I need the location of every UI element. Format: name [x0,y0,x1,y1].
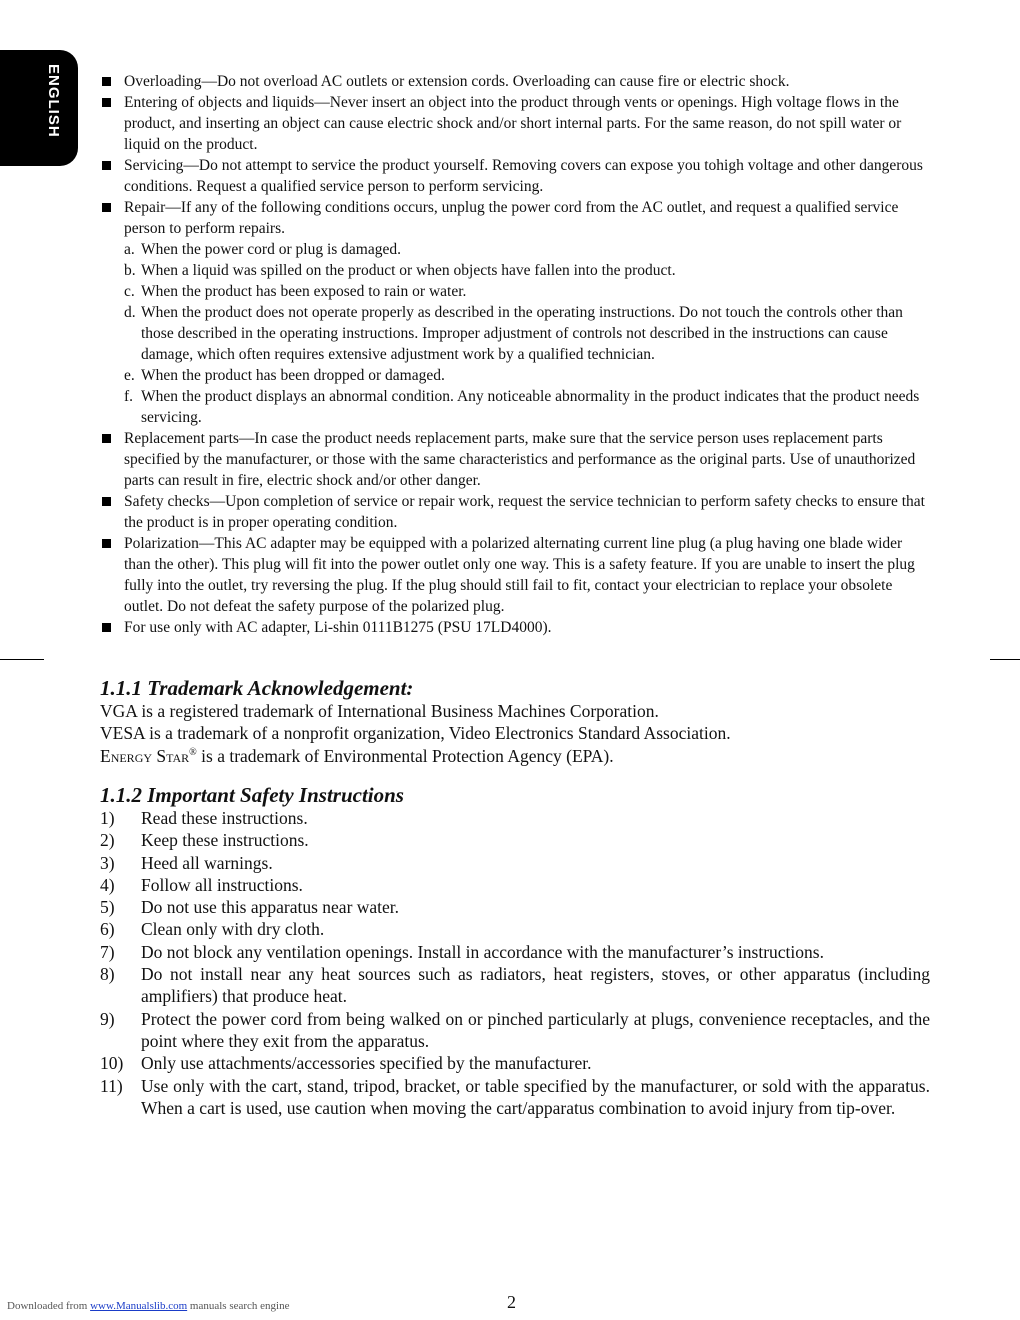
list-item: 1) Read these instructions. [100,808,308,828]
trademark-energy-star: Energy Star® is a trademark of Environmental Protection Agency (EPA). [100,745,614,766]
list-item: 2) Keep these instructions. [100,830,309,851]
square-bullet-icon [102,161,111,170]
list-item: 10) Only use attachments/accessories specified by the manufacturer. [100,1053,592,1074]
square-bullet-icon [102,539,111,548]
page-number: 2 [507,1292,516,1312]
list-item: e. When the product has been dropped or damaged. [124,367,445,384]
list-item: 5) Do not use this apparatus near water. [100,897,400,918]
list-item: c. When the product has been exposed to rain or water. [124,283,467,300]
list-item: Overloading—Do not overload AC outlets or extension cords. Overloading can cause fire or electric shock. [100,71,930,92]
square-bullet-icon [102,203,111,212]
square-bullet-icon [102,497,111,506]
margin-mark-right [990,659,1020,660]
list-item: Polarization—This AC adapter may be equipped with a polarized alternating current line plug (a plug having one blade wider than the other). This plug will fit into the power outlet only one way. This is a safety feature. If you are unable to insert the plug fully into the outlet, try reversing the plug. If the plug should still fail to fit, contact your electrician to replace your obsolete outlet. Do not defeat the safety purpose of the polarized plug. [100,533,930,617]
download-footer: Downloaded from www.Manualslib.com manuals search engine [7,1300,290,1312]
list-item: 8) Do not install near any heat sources such as radiators, heat registers, stoves, or other apparatus (including amplifiers) that produce heat. [100,964,930,1007]
list-item: 9) Protect the power cord from being walked on or pinched particularly at plugs, convenience receptacles, and the point where they exit from the apparatus. [100,1008,930,1051]
list-item: Entering of objects and liquids—Never insert an object into the product through vents or openings. High voltage flows in the product, and inserting an object can cause electric shock and/or short internal parts. For the same reason, do not spill water or liquid on the product. [100,92,930,155]
list-item: 3) Heed all warnings. [100,852,273,873]
square-bullet-icon [102,98,111,107]
repair-conditions-list [124,239,930,428]
safety-bullet-list [100,71,930,638]
manualslib-link[interactable]: www.Manualslib.com [90,1300,188,1312]
language-tab-label: ENGLISH [45,64,62,138]
list-item: b. When a liquid was spilled on the product or when objects have fallen into the product. [124,262,676,279]
list-item: Repair—If any of the following conditions occurs, unplug the power cord from the AC outlet, and request a qualified service person to perform repairs. a. When the power cord or plug is damaged. b. When a liquid was spilled on the product or when objects have fallen into the product. c. When the product has been exposed to rain or water. d. When the product does not operate properly as described in the operating instructions. Do not touch the controls other than those described in the operating instructions. Improper adjustment of controls not described in the instructions can cause damage, which often requires extensive adjustment work by a qualified technician. e. When the product has been dropped or damaged. f. When the product displays an abnormal condition. Any noticeable abnormality in the product indicates that the product needs servicing. [100,197,930,428]
square-bullet-icon [102,77,111,86]
square-bullet-icon [102,434,111,443]
list-item: 6) Clean only with dry cloth. [100,919,325,940]
list-item: 4) Follow all instructions. [100,874,303,895]
list-item: For use only with AC adapter, Li-shin 0111B1275 (PSU 17LD4000). [100,617,930,638]
list-item: Replacement parts—In case the product needs replacement parts, make sure that the service person uses replacement parts specified by the manufacturer, or those with the same characteristics and performance as the original parts. Use of unauthorized parts can result in fire, electric shock and/or other danger. [100,428,930,491]
margin-mark-left [0,659,44,660]
list-item: f. When the product displays an abnormal condition. Any noticeable abnormality in the product indicates that the product needs servicing. [124,388,920,426]
list-item: a. When the power cord or plug is damaged. [124,241,401,258]
list-item: Servicing—Do not attempt to service the product yourself. Removing covers can expose you tohigh voltage and other dangerous conditions. Request a qualified service person to perform servicing. [100,155,930,197]
list-item: 11) Use only with the cart, stand, tripod, bracket, or table specified by the manufacturer, or sold with the apparatus. When a cart is used, use caution when moving the cart/apparatus combination to avoid injury from tip-over. [100,1075,930,1118]
safety-instructions-heading: 1.1.2 Important Safety Instructions [100,783,404,807]
safety-instructions-section [100,783,930,1119]
trademark-heading: 1.1.1 Trademark Acknowledgement: [100,676,414,700]
list-item: Safety checks—Upon completion of service or repair work, request the service technician to perform safety checks to ensure that the product is in proper operating condition. [100,491,930,533]
list-item: 7) Do not block any ventilation openings. Install in accordance with the manufacturer’s instructions. [100,941,824,962]
safety-instructions-list [100,807,930,1119]
trademark-section [100,676,930,767]
square-bullet-icon [102,623,111,632]
list-item: d. When the product does not operate properly as described in the operating instructions. Do not touch the controls other than those described in the operating instructions. Improper adjustment of controls not described in the instructions can cause damage, which often requires extensive adjustment work by a qualified technician. [124,304,903,363]
language-tab [0,50,78,166]
trademark-vesa: VESA is a trademark of a nonprofit organization, Video Electronics Standard Association. [100,723,731,744]
trademark-vga: VGA is a registered trademark of International Business Machines Corporation. [100,701,659,721]
